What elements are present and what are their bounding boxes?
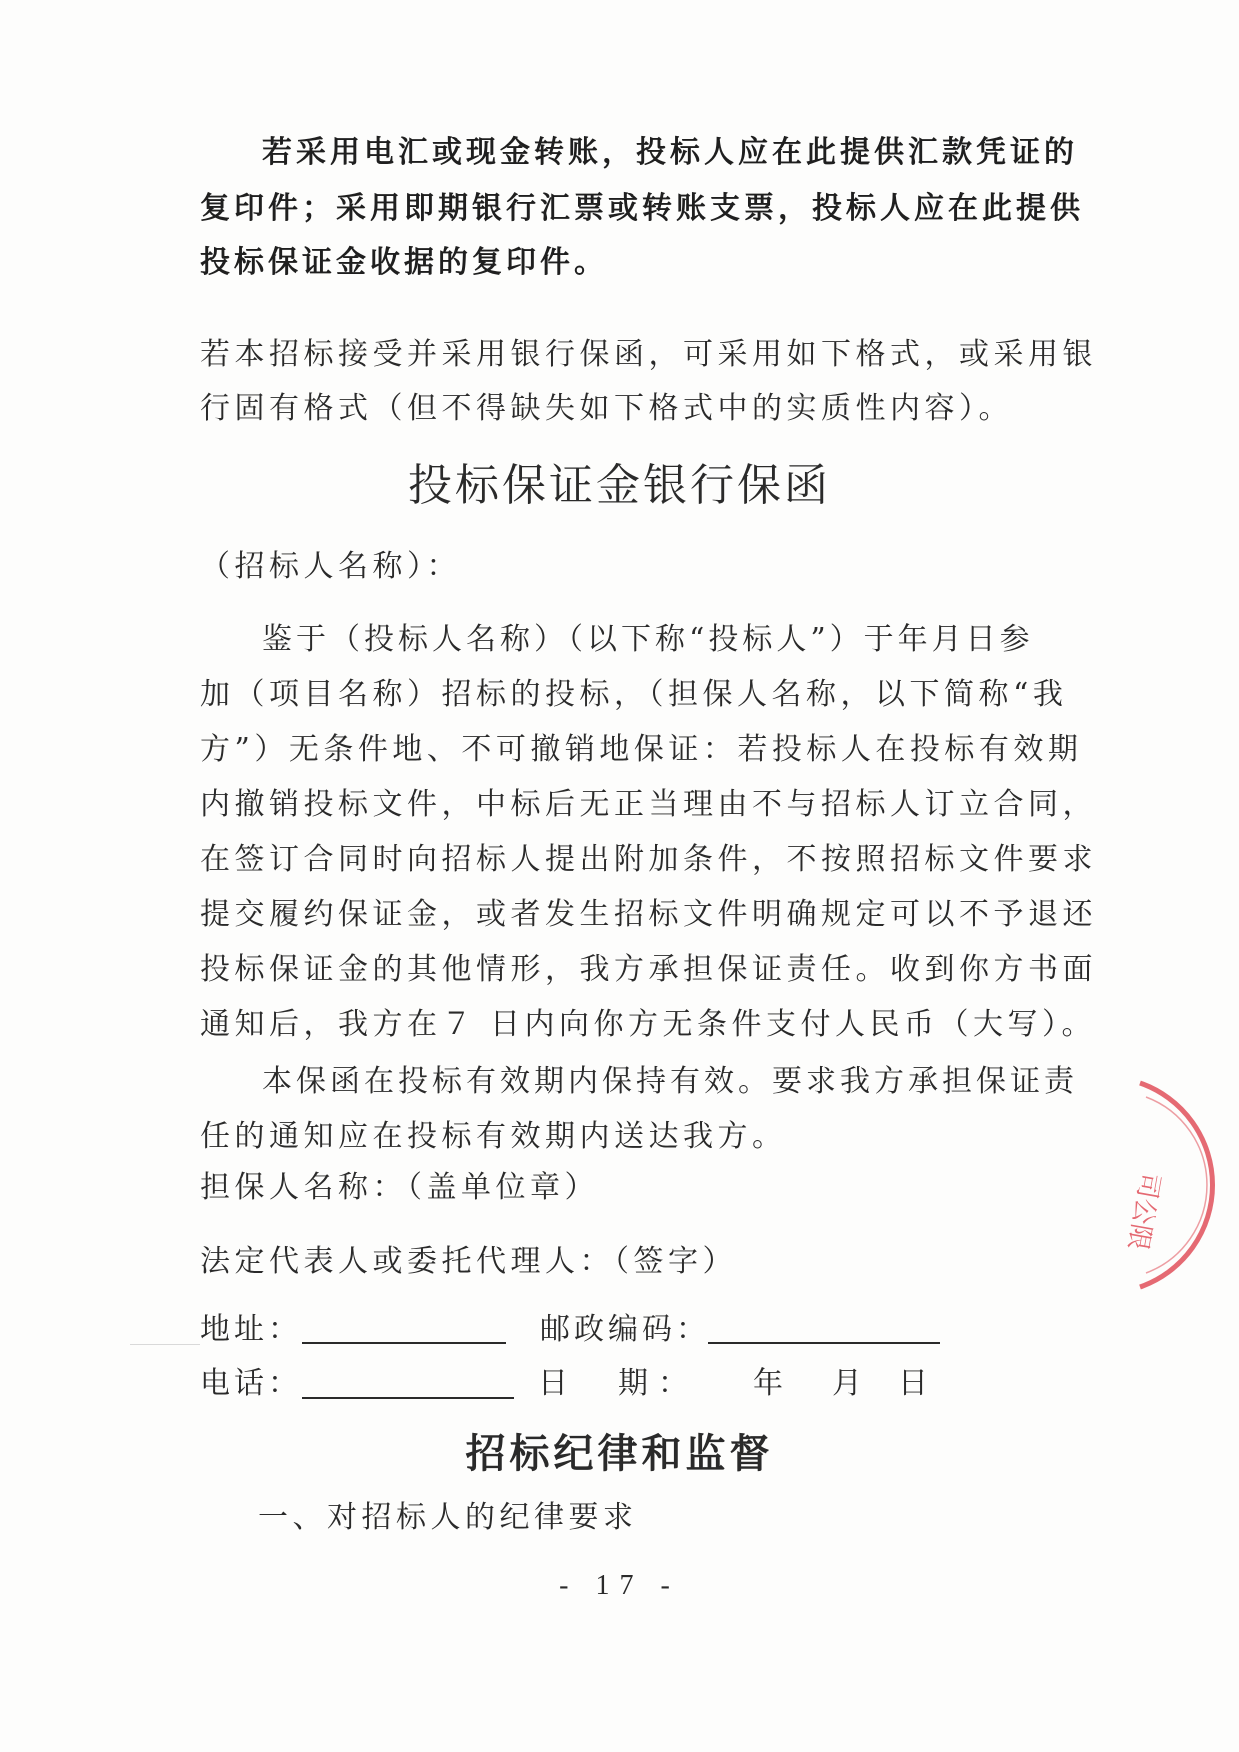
intro-line-2: 复印件；采用即期银行汇票或转账支票，投标人应在此提供 <box>200 191 1084 226</box>
body-line-5: 在签订合同时向招标人提出附加条件，不按照招标文件要求 <box>200 842 1097 877</box>
phone-blank[interactable] <box>302 1397 514 1399</box>
date-day: 日 <box>898 1366 932 1401</box>
postcode-label: 邮政编码： <box>540 1312 710 1347</box>
body-line-4: 内撤销投标文件，中标后无正当理由不与招标人订立合同， <box>200 787 1097 822</box>
intro-line-1: 若采用电汇或现金转账，投标人应在此提供汇款凭证的 <box>262 135 1078 170</box>
guarantee-title: 投标保证金银行保函 <box>408 460 831 511</box>
seal-outer-ring <box>1140 1083 1213 1287</box>
intro-line-3: 投标保证金收据的复印件。 <box>200 245 608 280</box>
validity-line-2: 任的通知应在投标有效期内送达我方。 <box>200 1119 787 1154</box>
date-month: 月 <box>832 1366 866 1401</box>
body-line-7: 投标保证金的其他情形，我方承担保证责任。收到你方书面 <box>200 952 1097 987</box>
scan-artifact <box>130 1344 200 1345</box>
body-line-3: 方”）无条件地、不可撤销地保证：若投标人在投标有效期 <box>200 732 1083 767</box>
legal-representative: 法定代表人或委托代理人：（签字） <box>200 1244 737 1279</box>
page-number: - 17 - <box>559 1570 680 1601</box>
section-one-heading: 一、对招标人的纪律要求 <box>258 1500 638 1535</box>
guarantor-name: 担保人名称：（盖单位章） <box>200 1170 599 1205</box>
body-line-6: 提交履约保证金，或者发生招标文件明确规定可以不予退还 <box>200 897 1097 932</box>
date-year: 年 <box>753 1366 787 1401</box>
bank-note-line-2: 行固有格式（但不得缺失如下格式中的实质性内容）。 <box>200 391 1013 426</box>
discipline-title: 招标纪律和监督 <box>465 1430 774 1477</box>
phone-label: 电话： <box>200 1366 302 1401</box>
date-label: 日 期： <box>538 1366 698 1401</box>
seal-text: 司公限 <box>1121 1170 1165 1253</box>
company-seal-icon <box>1110 1075 1239 1295</box>
seal-inner-ring <box>1146 1097 1207 1273</box>
addressee: （招标人名称）： <box>200 549 461 584</box>
body-line-1: 鉴于（投标人名称）（以下称“投标人”）于年月日参 <box>262 622 1034 657</box>
postcode-blank[interactable] <box>708 1342 940 1344</box>
validity-line-1: 本保函在投标有效期内保持有效。要求我方承担保证责 <box>262 1064 1078 1099</box>
body-line-8: 通知后，我方在７ 日内向你方无条件支付人民币（大写）。 <box>200 1007 1097 1042</box>
address-blank[interactable] <box>302 1342 506 1344</box>
bank-note-line-1: 若本招标接受并采用银行保函，可采用如下格式，或采用银 <box>200 337 1097 372</box>
body-line-2: 加（项目名称）招标的投标，（担保人名称，以下简称“我 <box>200 677 1068 712</box>
address-label: 地址： <box>200 1312 302 1347</box>
